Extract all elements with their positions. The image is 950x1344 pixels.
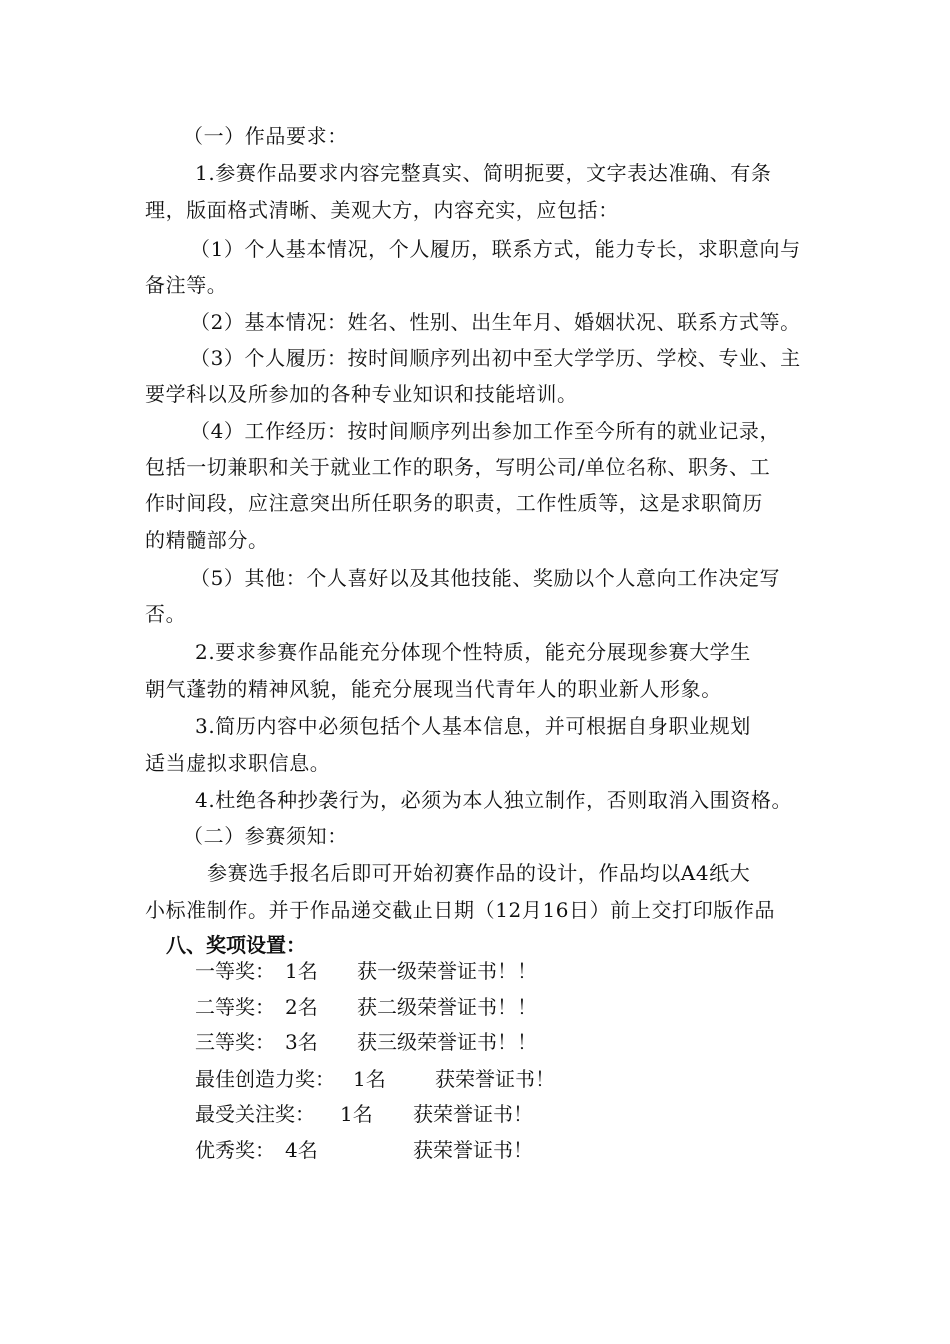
item-4-line-2: 包括一切兼职和关于就业工作的职务，写明公司/单位名称、职务、工 xyxy=(145,455,771,479)
award-count: 1名 xyxy=(340,1102,373,1126)
item-5-line-2: 否。 xyxy=(145,602,187,626)
item-1-line-1: （1）个人基本情况，个人履历，联系方式，能力专长，求职意向与 xyxy=(190,237,801,261)
requirement-2-line-1: 2.要求参赛作品能充分体现个性特质，能充分展现参赛大学生 xyxy=(195,640,751,664)
section-one-title: （一）作品要求： xyxy=(183,124,348,148)
item-3-line-1: （3）个人履历：按时间顺序列出初中至大学学历、学校、专业、主 xyxy=(190,346,801,370)
award-prize: 获荣誉证书！ xyxy=(435,1067,555,1091)
award-name: 三等奖： xyxy=(195,1030,275,1054)
requirement-1-line-1: 1.参赛作品要求内容完整真实、简明扼要，文字表达准确、有条 xyxy=(195,161,772,185)
award-count: 1名 xyxy=(353,1067,386,1091)
requirement-1-line-2: 理，版面格式清晰、美观大方，内容充实，应包括： xyxy=(145,198,619,222)
award-prize: 获荣誉证书！ xyxy=(413,1102,533,1126)
award-prize: 获二级荣誉证书！！ xyxy=(357,995,537,1019)
award-name: 最受关注奖： xyxy=(195,1102,315,1126)
item-4-line-1: （4）工作经历：按时间顺序列出参加工作至今所有的就业记录， xyxy=(190,419,781,443)
award-prize: 获三级荣誉证书！！ xyxy=(357,1030,537,1054)
award-count: 1名 xyxy=(285,959,318,983)
item-3-line-2: 要学科以及所参加的各种专业知识和技能培训。 xyxy=(145,382,578,406)
award-name: 最佳创造力奖： xyxy=(195,1067,335,1091)
award-name: 二等奖： xyxy=(195,995,275,1019)
award-prize: 获荣誉证书！ xyxy=(413,1138,533,1162)
award-name: 优秀奖： xyxy=(195,1138,275,1162)
item-1-line-2: 备注等。 xyxy=(145,273,228,297)
award-count: 3名 xyxy=(285,1030,318,1054)
requirement-4-line-1: 4.杜绝各种抄袭行为，必须为本人独立制作，否则取消入围资格。 xyxy=(195,788,793,812)
notice-line-2: 小标准制作。并于作品递交截止日期（12月16日）前上交打印版作品 xyxy=(145,898,776,922)
requirement-2-line-2: 朝气蓬勃的精神风貌，能充分展现当代青年人的职业新人形象。 xyxy=(145,677,722,701)
requirement-3-line-1: 3.简历内容中必须包括个人基本信息，并可根据自身职业规划 xyxy=(195,714,751,738)
notice-line-1: 参赛选手报名后即可开始初赛作品的设计，作品均以A4纸大 xyxy=(207,861,751,885)
item-2-line-1: （2）基本情况：姓名、性别、出生年月、婚姻状况、联系方式等。 xyxy=(190,310,801,334)
section-two-title: （二）参赛须知： xyxy=(183,824,348,848)
requirement-3-line-2: 适当虚拟求职信息。 xyxy=(145,751,331,775)
award-prize: 获一级荣誉证书！！ xyxy=(357,959,537,983)
item-5-line-1: （5）其他：个人喜好以及其他技能、奖励以个人意向工作决定写 xyxy=(190,566,781,590)
item-4-line-3: 作时间段，应注意突出所任职务的职责，工作性质等，这是求职简历 xyxy=(145,491,763,515)
award-name: 一等奖： xyxy=(195,959,275,983)
awards-heading: 八、奖项设置： xyxy=(166,933,306,957)
award-count: 4名 xyxy=(285,1138,318,1162)
item-4-line-4: 的精髓部分。 xyxy=(145,528,269,552)
award-count: 2名 xyxy=(285,995,318,1019)
